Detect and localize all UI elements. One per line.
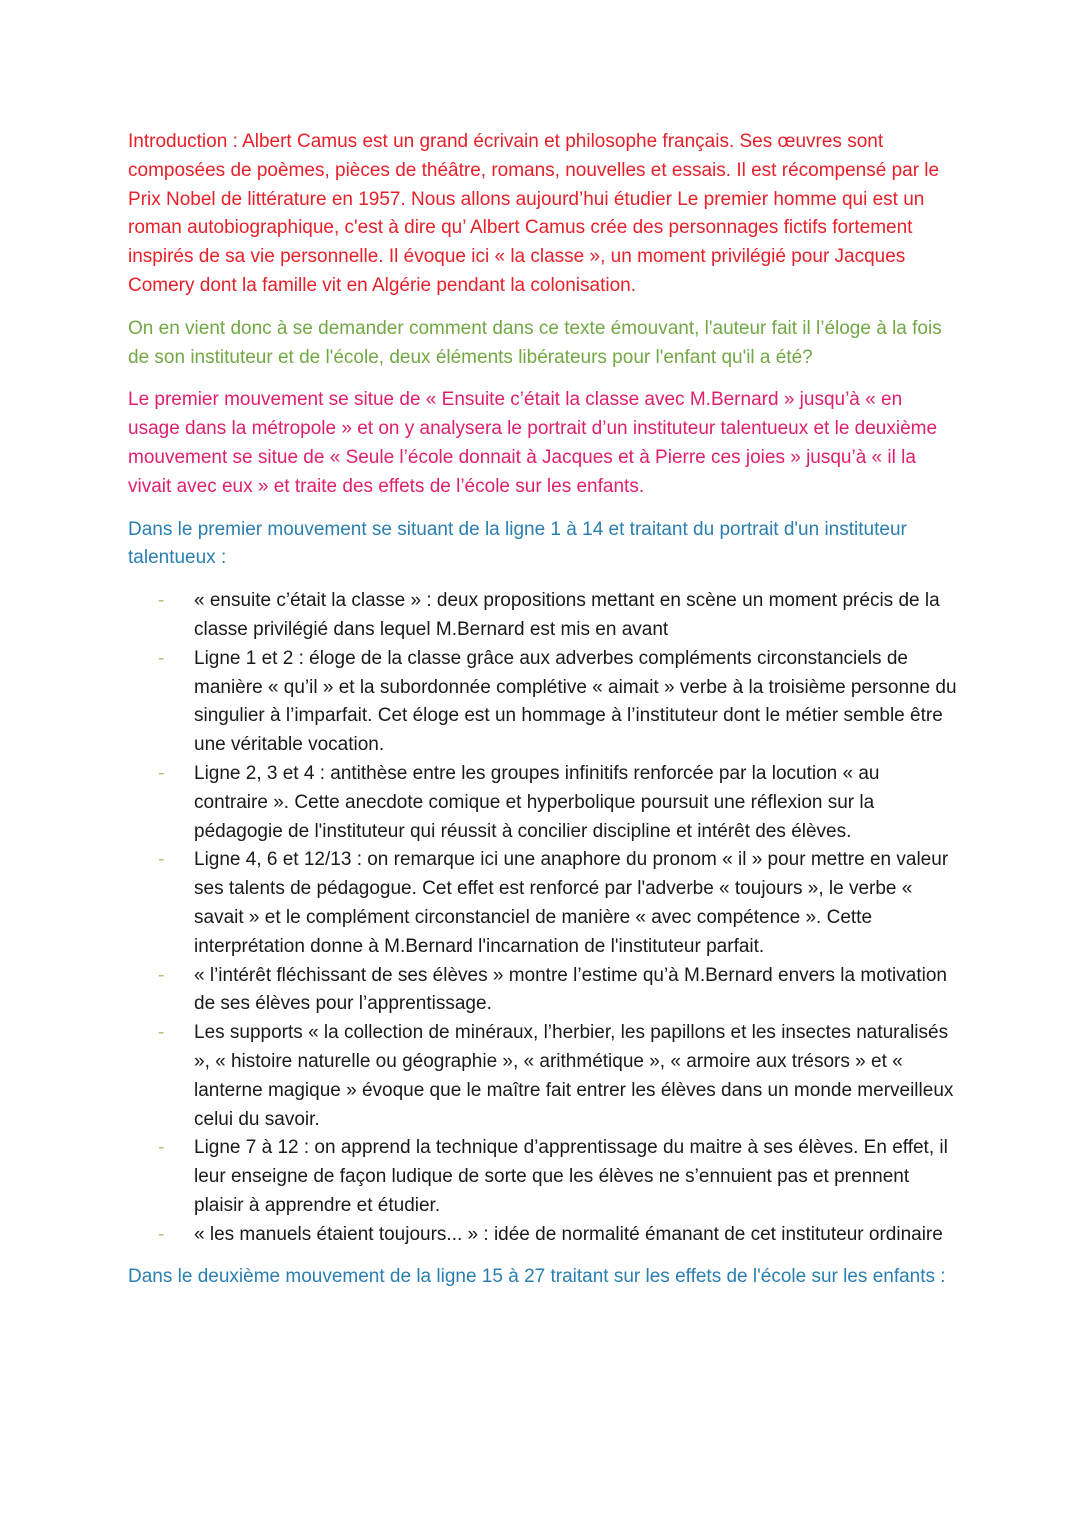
introduction-paragraph: Introduction : Albert Camus est un grand écrivain et philosophe français. Ses œuvres sont composées de poèmes, pièces de théâtre, romans, nouvelles et essais. Il est récompensé par le Prix Nobel de littérature en 1957. Nous allons aujourd’hui étudier Le premier homme qui est un roman autobiographique, c'est à dire qu’ Albert Camus crée des personnages fictifs fortement inspirés de sa vie personnelle. Il évoque ici « la classe », un moment privilégié pour Jacques Comery dont la famille vit en Algérie pendant la colonisation.	[128, 131, 940, 296]
list-item-text: « ensuite c’était la classe » : deux propositions mettant en scène un moment précis de la classe privilégié dans lequel M.Bernard est mis en avant	[194, 590, 940, 640]
bullet-dash: -	[158, 849, 165, 871]
list-item-text: Ligne 1 et 2 : éloge de la classe grâce aux adverbes compléments circonstanciels de manière « qu’il » et la subordonnée complétive « aimait » verbe à la troisième personne du singulier à l’imparfait. Cet éloge est un hommage à l’instituteur dont le métier semble être une véritable vocation.	[194, 647, 957, 756]
list-item	[128, 760, 958, 846]
bullet-dash: -	[158, 590, 165, 612]
list-item-text: « l’intérêt fléchissant de ses élèves » montre l’estime qu’à M.Bernard envers la motivation de ses élèves pour l’apprentissage.	[194, 964, 947, 1015]
bullet-dash: -	[158, 1022, 165, 1044]
list-item-text: Ligne 4, 6 et 12/13 : on remarque ici une anaphore du pronom « il » pour mettre en valeur ses talents de pédagogue. Cet effet est renforcé par l'adverbe « toujours », le verbe « savait » et le complément circonstanciel de manière « avec compétence ». Cette interprétation donne à M.Bernard l'incarnation de l'instituteur parfait.	[194, 849, 949, 957]
list-item-text: Ligne 2, 3 et 4 : antithèse entre les groupes infinitifs renforcée par la locution « au contraire ». Cette anecdote comique et hyperbolique poursuit une réflexion sur la pédagogie de l'instituteur qui réussit à concilier discipline et intérêt des élèves.	[194, 762, 880, 842]
bullet-dash: -	[158, 1223, 165, 1245]
movement-2-heading: Dans le deuxième mouvement de la ligne 15 à 27 traitant sur les effets de l'école sur les enfants :	[128, 1266, 946, 1288]
list-item-text: « les manuels étaient toujours... » : idée de normalité émanant de cet instituteur ordinaire	[194, 1223, 943, 1245]
bullet-dash: -	[158, 762, 165, 784]
bullet-dash: -	[158, 964, 165, 986]
list-item	[128, 962, 958, 1020]
list-item	[128, 1134, 958, 1220]
bullet-dash: -	[158, 1137, 165, 1159]
plan-paragraph: Le premier mouvement se situe de « Ensuite c’était la classe avec M.Bernard » jusqu’à « en usage dans la métropole » et on y analysera le portrait d’un instituteur talentueux et le deuxième mouvement se situe de « Seule l’école donnait à Jacques et à Pierre ces joies » jusqu’à « il la vivait avec eux » et traite des effets de l’école sur les enfants.	[128, 389, 938, 497]
list-item	[128, 587, 958, 645]
list-item	[128, 1221, 958, 1250]
problematique-paragraph: On en vient donc à se demander comment dans ce texte émouvant, l'auteur fait il l’éloge à la fois de son instituteur et de l'école, deux éléments libérateurs pour l'enfant qu'il a été?	[128, 317, 942, 368]
list-item	[128, 846, 958, 961]
list-item	[128, 1019, 958, 1134]
bullet-dash: -	[158, 647, 165, 669]
list-item-text: Les supports « la collection de minéraux, l’herbier, les papillons et les insectes naturalisés », « histoire naturelle ou géographie », « arithmétique », « armoire aux trésors » et « lanterne magique » évoque que le maître fait entrer les élèves dans un monde merveilleux celui du savoir.	[194, 1022, 954, 1130]
movement-1-heading: Dans le premier mouvement se situant de la ligne 1 à 14 et traitant du portrait d'un instituteur talentueux :	[128, 518, 907, 569]
document-page	[128, 128, 958, 1306]
movement-1-points-list	[128, 587, 958, 1249]
list-item-text: Ligne 7 à 12 : on apprend la technique d’apprentissage du maitre à ses élèves. En effet, il leur enseigne de façon ludique de sorte que les élèves ne s’ennuient pas et prennent plaisir à apprendre et étudier.	[194, 1137, 948, 1216]
list-item	[128, 645, 958, 760]
